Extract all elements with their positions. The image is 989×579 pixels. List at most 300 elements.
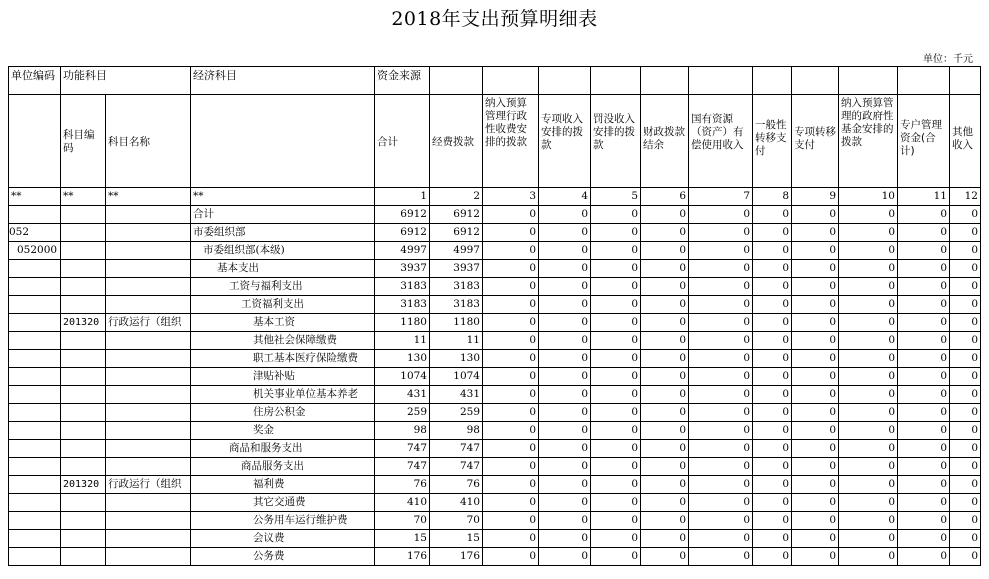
column-number: 3 bbox=[483, 188, 539, 206]
total-cell: 11 bbox=[375, 332, 430, 350]
subject-code-cell bbox=[61, 260, 106, 278]
zero-cell: 0 bbox=[483, 314, 539, 332]
column-number: 12 bbox=[950, 188, 981, 206]
unit-code-cell bbox=[9, 278, 61, 296]
subject-name-cell bbox=[106, 404, 191, 422]
header-func-subject: 功能科目 bbox=[61, 67, 191, 95]
econ-subject-cell: 其它交通费 bbox=[191, 494, 375, 512]
zero-cell: 0 bbox=[898, 296, 950, 314]
unit-code-cell bbox=[9, 368, 61, 386]
zero-cell: 0 bbox=[753, 440, 792, 458]
zero-cell: 0 bbox=[483, 206, 539, 224]
zero-cell: 0 bbox=[539, 224, 591, 242]
zero-cell: 0 bbox=[898, 332, 950, 350]
header-fund-source: 资金来源 bbox=[375, 67, 430, 95]
zero-cell: 0 bbox=[839, 386, 898, 404]
zero-cell: 0 bbox=[483, 422, 539, 440]
table-row bbox=[9, 368, 981, 386]
econ-subject-cell: 公务费 bbox=[191, 548, 375, 566]
econ-subject-cell: 工资福利支出 bbox=[191, 296, 375, 314]
econ-subject-cell: 工资与福利支出 bbox=[191, 278, 375, 296]
appropriation-cell: 747 bbox=[430, 440, 483, 458]
total-cell: 130 bbox=[375, 350, 430, 368]
econ-subject-cell: 市委组织部(本级) bbox=[191, 242, 375, 260]
unit-code-cell bbox=[9, 548, 61, 566]
zero-cell: 0 bbox=[950, 296, 981, 314]
unit-code-cell bbox=[9, 404, 61, 422]
zero-cell: 0 bbox=[689, 368, 753, 386]
zero-cell: 0 bbox=[641, 242, 689, 260]
column-number: 7 bbox=[689, 188, 753, 206]
zero-cell: 0 bbox=[641, 332, 689, 350]
budget-table bbox=[8, 66, 981, 566]
zero-cell: 0 bbox=[591, 476, 641, 494]
zero-cell: 0 bbox=[689, 476, 753, 494]
zero-cell: 0 bbox=[839, 404, 898, 422]
subject-name-cell bbox=[106, 350, 191, 368]
zero-cell: 0 bbox=[539, 332, 591, 350]
zero-cell: 0 bbox=[591, 350, 641, 368]
econ-subject-cell: 合计 bbox=[191, 206, 375, 224]
zero-cell: 0 bbox=[539, 206, 591, 224]
header-econ-subject: 经济科目 bbox=[191, 67, 375, 95]
zero-cell: 0 bbox=[641, 512, 689, 530]
zero-cell: 0 bbox=[641, 476, 689, 494]
header-special-income: 专项收入安排的拨款 bbox=[539, 95, 591, 188]
appropriation-cell: 1074 bbox=[430, 368, 483, 386]
zero-cell: 0 bbox=[591, 494, 641, 512]
zero-cell: 0 bbox=[898, 548, 950, 566]
unit-code-cell bbox=[9, 206, 61, 224]
subject-code-cell bbox=[61, 224, 106, 242]
appropriation-cell: 1180 bbox=[430, 314, 483, 332]
zero-cell: 0 bbox=[753, 494, 792, 512]
zero-cell: 0 bbox=[641, 458, 689, 476]
table-row bbox=[9, 224, 981, 242]
total-cell: 1180 bbox=[375, 314, 430, 332]
zero-cell: 0 bbox=[898, 368, 950, 386]
zero-cell: 0 bbox=[689, 260, 753, 278]
zero-cell: 0 bbox=[898, 278, 950, 296]
subject-code-cell bbox=[61, 404, 106, 422]
table-row bbox=[9, 458, 981, 476]
zero-cell: 0 bbox=[753, 278, 792, 296]
table-row bbox=[9, 512, 981, 530]
zero-cell: 0 bbox=[641, 350, 689, 368]
unit-code-cell bbox=[9, 332, 61, 350]
zero-cell: 0 bbox=[839, 530, 898, 548]
zero-cell: 0 bbox=[483, 260, 539, 278]
subject-name-cell bbox=[106, 278, 191, 296]
subject-name-cell: 行政运行（组织 bbox=[106, 314, 191, 332]
header-state-assets: 国有资源（资产）有偿使用收入 bbox=[689, 95, 753, 188]
total-cell: 3183 bbox=[375, 296, 430, 314]
column-number: 9 bbox=[792, 188, 839, 206]
table-row bbox=[9, 530, 981, 548]
zero-cell: 0 bbox=[689, 386, 753, 404]
zero-cell: 0 bbox=[950, 332, 981, 350]
unit-code-cell: 052 bbox=[9, 224, 61, 242]
zero-cell: 0 bbox=[591, 314, 641, 332]
column-number: 5 bbox=[591, 188, 641, 206]
econ-subject-cell: 津贴补贴 bbox=[191, 368, 375, 386]
appropriation-cell: 747 bbox=[430, 458, 483, 476]
subject-code-cell bbox=[61, 332, 106, 350]
header-appropriation: 经费拨款 bbox=[430, 95, 483, 188]
zero-cell: 0 bbox=[753, 422, 792, 440]
zero-cell: 0 bbox=[753, 530, 792, 548]
column-number: 4 bbox=[539, 188, 591, 206]
zero-cell: 0 bbox=[753, 224, 792, 242]
zero-cell: 0 bbox=[950, 494, 981, 512]
total-cell: 431 bbox=[375, 386, 430, 404]
total-cell: 98 bbox=[375, 422, 430, 440]
zero-cell: 0 bbox=[641, 314, 689, 332]
zero-cell: 0 bbox=[950, 278, 981, 296]
zero-cell: 0 bbox=[792, 458, 839, 476]
total-cell: 3183 bbox=[375, 278, 430, 296]
unit-code-cell bbox=[9, 440, 61, 458]
column-number: 8 bbox=[753, 188, 792, 206]
econ-subject-cell: 职工基本医疗保险缴费 bbox=[191, 350, 375, 368]
subject-name-cell bbox=[106, 422, 191, 440]
zero-cell: 0 bbox=[898, 440, 950, 458]
zero-cell: 0 bbox=[792, 260, 839, 278]
total-cell: 1074 bbox=[375, 368, 430, 386]
column-number: 2 bbox=[430, 188, 483, 206]
header-blank bbox=[753, 67, 792, 95]
econ-subject-cell: 机关事业单位基本养老 bbox=[191, 386, 375, 404]
zero-cell: 0 bbox=[792, 530, 839, 548]
zero-cell: 0 bbox=[641, 530, 689, 548]
zero-cell: 0 bbox=[689, 422, 753, 440]
zero-cell: 0 bbox=[898, 224, 950, 242]
subject-name-cell bbox=[106, 494, 191, 512]
econ-subject-cell: 基本工资 bbox=[191, 314, 375, 332]
table-row bbox=[9, 386, 981, 404]
zero-cell: 0 bbox=[539, 458, 591, 476]
zero-cell: 0 bbox=[539, 242, 591, 260]
zero-cell: 0 bbox=[539, 350, 591, 368]
subject-name-cell bbox=[106, 224, 191, 242]
appropriation-cell: 76 bbox=[430, 476, 483, 494]
zero-cell: 0 bbox=[689, 458, 753, 476]
appropriation-cell: 70 bbox=[430, 512, 483, 530]
zero-cell: 0 bbox=[839, 278, 898, 296]
zero-cell: 0 bbox=[641, 386, 689, 404]
zero-cell: 0 bbox=[591, 512, 641, 530]
unit-code-cell bbox=[9, 350, 61, 368]
zero-cell: 0 bbox=[591, 386, 641, 404]
zero-cell: 0 bbox=[591, 458, 641, 476]
appropriation-cell: 259 bbox=[430, 404, 483, 422]
table-row bbox=[9, 548, 981, 566]
zero-cell: 0 bbox=[591, 548, 641, 566]
zero-cell: 0 bbox=[689, 494, 753, 512]
zero-cell: 0 bbox=[641, 296, 689, 314]
appropriation-cell: 6912 bbox=[430, 224, 483, 242]
zero-cell: 0 bbox=[950, 440, 981, 458]
subject-name-cell bbox=[106, 206, 191, 224]
zero-cell: 0 bbox=[483, 530, 539, 548]
subject-code-cell bbox=[61, 548, 106, 566]
subject-code-cell bbox=[61, 386, 106, 404]
zero-cell: 0 bbox=[591, 296, 641, 314]
zero-cell: 0 bbox=[898, 242, 950, 260]
zero-cell: 0 bbox=[839, 224, 898, 242]
zero-cell: 0 bbox=[753, 386, 792, 404]
zero-cell: 0 bbox=[839, 494, 898, 512]
appropriation-cell: 410 bbox=[430, 494, 483, 512]
zero-cell: 0 bbox=[641, 548, 689, 566]
zero-cell: 0 bbox=[898, 512, 950, 530]
header-general-transfer: 一般性转移支付 bbox=[753, 95, 792, 188]
zero-cell: 0 bbox=[753, 296, 792, 314]
zero-cell: 0 bbox=[641, 368, 689, 386]
table-row bbox=[9, 440, 981, 458]
zero-cell: 0 bbox=[950, 512, 981, 530]
zero-cell: 0 bbox=[753, 368, 792, 386]
zero-cell: 0 bbox=[641, 260, 689, 278]
zero-cell: 0 bbox=[591, 404, 641, 422]
subject-name-cell bbox=[106, 548, 191, 566]
header-balance: 财政拨款结余 bbox=[641, 95, 689, 188]
zero-cell: 0 bbox=[591, 368, 641, 386]
header-special-account: 专户管理资金(合计) bbox=[898, 95, 950, 188]
zero-cell: 0 bbox=[839, 296, 898, 314]
subject-code-cell: 201320 bbox=[61, 476, 106, 494]
zero-cell: 0 bbox=[483, 440, 539, 458]
zero-cell: 0 bbox=[539, 278, 591, 296]
subject-code-cell bbox=[61, 530, 106, 548]
zero-cell: 0 bbox=[539, 314, 591, 332]
zero-cell: 0 bbox=[483, 296, 539, 314]
header-other-income: 其他收入 bbox=[950, 95, 981, 188]
subject-name-cell bbox=[106, 296, 191, 314]
zero-cell: 0 bbox=[792, 296, 839, 314]
appropriation-cell: 176 bbox=[430, 548, 483, 566]
zero-cell: 0 bbox=[483, 548, 539, 566]
zero-cell: 0 bbox=[839, 476, 898, 494]
zero-cell: 0 bbox=[753, 548, 792, 566]
subject-name-cell: 行政运行（组织 bbox=[106, 476, 191, 494]
appropriation-cell: 3183 bbox=[430, 296, 483, 314]
econ-subject-cell: 其他社会保障缴费 bbox=[191, 332, 375, 350]
zero-cell: 0 bbox=[792, 386, 839, 404]
subject-name-cell bbox=[106, 260, 191, 278]
table-row bbox=[9, 260, 981, 278]
zero-cell: 0 bbox=[483, 278, 539, 296]
zero-cell: 0 bbox=[898, 260, 950, 278]
econ-subject-cell: 住房公积金 bbox=[191, 404, 375, 422]
header-blank bbox=[792, 67, 839, 95]
zero-cell: 0 bbox=[898, 206, 950, 224]
zero-cell: 0 bbox=[753, 260, 792, 278]
zero-cell: 0 bbox=[792, 476, 839, 494]
zero-cell: 0 bbox=[753, 314, 792, 332]
table-row bbox=[9, 350, 981, 368]
zero-cell: 0 bbox=[689, 332, 753, 350]
subject-code-cell bbox=[61, 242, 106, 260]
zero-cell: 0 bbox=[753, 206, 792, 224]
zero-cell: 0 bbox=[792, 314, 839, 332]
zero-cell: 0 bbox=[483, 224, 539, 242]
header-blank bbox=[483, 67, 539, 95]
zero-cell: 0 bbox=[539, 476, 591, 494]
zero-cell: 0 bbox=[792, 206, 839, 224]
unit-code-cell bbox=[9, 494, 61, 512]
zero-cell: 0 bbox=[539, 404, 591, 422]
subject-name-cell bbox=[106, 440, 191, 458]
zero-cell: 0 bbox=[641, 422, 689, 440]
zero-cell: 0 bbox=[539, 368, 591, 386]
zero-cell: 0 bbox=[591, 422, 641, 440]
appropriation-cell: 130 bbox=[430, 350, 483, 368]
zero-cell: 0 bbox=[792, 548, 839, 566]
column-number-row bbox=[9, 188, 981, 206]
econ-subject-cell: 市委组织部 bbox=[191, 224, 375, 242]
header-subject-name: 科目名称 bbox=[106, 95, 191, 188]
unit-code-cell bbox=[9, 422, 61, 440]
zero-cell: 0 bbox=[898, 458, 950, 476]
total-cell: 15 bbox=[375, 530, 430, 548]
zero-cell: 0 bbox=[839, 332, 898, 350]
header-blank bbox=[898, 67, 950, 95]
column-number: 6 bbox=[641, 188, 689, 206]
appropriation-cell: 3937 bbox=[430, 260, 483, 278]
zero-cell: 0 bbox=[950, 548, 981, 566]
zero-cell: 0 bbox=[641, 440, 689, 458]
subject-name-cell bbox=[106, 458, 191, 476]
table-row bbox=[9, 314, 981, 332]
subject-code-cell bbox=[61, 512, 106, 530]
header-special-transfer: 专项转移支付 bbox=[792, 95, 839, 188]
zero-cell: 0 bbox=[792, 512, 839, 530]
unit-code-cell bbox=[9, 476, 61, 494]
zero-cell: 0 bbox=[689, 530, 753, 548]
zero-cell: 0 bbox=[753, 332, 792, 350]
zero-cell: 0 bbox=[950, 386, 981, 404]
zero-cell: 0 bbox=[591, 206, 641, 224]
zero-cell: 0 bbox=[950, 242, 981, 260]
zero-cell: 0 bbox=[539, 548, 591, 566]
marker-cell: ** bbox=[9, 188, 61, 206]
econ-subject-cell: 公务用车运行维护费 bbox=[191, 512, 375, 530]
header-blank bbox=[839, 67, 898, 95]
zero-cell: 0 bbox=[539, 296, 591, 314]
table-row bbox=[9, 494, 981, 512]
column-number: 11 bbox=[898, 188, 950, 206]
zero-cell: 0 bbox=[898, 476, 950, 494]
zero-cell: 0 bbox=[753, 404, 792, 422]
zero-cell: 0 bbox=[839, 458, 898, 476]
table-row bbox=[9, 404, 981, 422]
zero-cell: 0 bbox=[689, 548, 753, 566]
zero-cell: 0 bbox=[689, 296, 753, 314]
subject-name-cell bbox=[106, 242, 191, 260]
zero-cell: 0 bbox=[792, 350, 839, 368]
zero-cell: 0 bbox=[591, 332, 641, 350]
header-unit-code-continued bbox=[9, 95, 61, 188]
zero-cell: 0 bbox=[792, 332, 839, 350]
zero-cell: 0 bbox=[539, 440, 591, 458]
zero-cell: 0 bbox=[792, 224, 839, 242]
marker-cell: ** bbox=[106, 188, 191, 206]
appropriation-cell: 4997 bbox=[430, 242, 483, 260]
zero-cell: 0 bbox=[641, 494, 689, 512]
header-total: 合计 bbox=[375, 95, 430, 188]
zero-cell: 0 bbox=[483, 332, 539, 350]
appropriation-cell: 98 bbox=[430, 422, 483, 440]
subject-name-cell bbox=[106, 512, 191, 530]
header-subject-code: 科目编码 bbox=[61, 95, 106, 188]
zero-cell: 0 bbox=[898, 350, 950, 368]
unit-label: 单位：千元 bbox=[923, 54, 973, 65]
zero-cell: 0 bbox=[792, 494, 839, 512]
zero-cell: 0 bbox=[591, 440, 641, 458]
zero-cell: 0 bbox=[539, 530, 591, 548]
table-row bbox=[9, 332, 981, 350]
zero-cell: 0 bbox=[591, 530, 641, 548]
header-blank bbox=[591, 67, 641, 95]
zero-cell: 0 bbox=[950, 422, 981, 440]
unit-code-cell bbox=[9, 296, 61, 314]
zero-cell: 0 bbox=[839, 260, 898, 278]
zero-cell: 0 bbox=[898, 494, 950, 512]
total-cell: 176 bbox=[375, 548, 430, 566]
zero-cell: 0 bbox=[792, 242, 839, 260]
zero-cell: 0 bbox=[950, 404, 981, 422]
econ-subject-cell: 基本支出 bbox=[191, 260, 375, 278]
header-blank bbox=[539, 67, 591, 95]
zero-cell: 0 bbox=[539, 512, 591, 530]
zero-cell: 0 bbox=[898, 530, 950, 548]
zero-cell: 0 bbox=[591, 278, 641, 296]
subject-code-cell bbox=[61, 440, 106, 458]
zero-cell: 0 bbox=[483, 404, 539, 422]
zero-cell: 0 bbox=[898, 404, 950, 422]
zero-cell: 0 bbox=[483, 512, 539, 530]
table-row bbox=[9, 296, 981, 314]
subject-name-cell bbox=[106, 530, 191, 548]
table-row bbox=[9, 242, 981, 260]
zero-cell: 0 bbox=[591, 224, 641, 242]
zero-cell: 0 bbox=[483, 386, 539, 404]
zero-cell: 0 bbox=[641, 224, 689, 242]
table-row bbox=[9, 206, 981, 224]
zero-cell: 0 bbox=[753, 512, 792, 530]
total-cell: 747 bbox=[375, 458, 430, 476]
zero-cell: 0 bbox=[950, 260, 981, 278]
zero-cell: 0 bbox=[641, 206, 689, 224]
zero-cell: 0 bbox=[483, 476, 539, 494]
total-cell: 70 bbox=[375, 512, 430, 530]
zero-cell: 0 bbox=[950, 224, 981, 242]
econ-subject-cell: 奖金 bbox=[191, 422, 375, 440]
zero-cell: 0 bbox=[950, 206, 981, 224]
zero-cell: 0 bbox=[839, 548, 898, 566]
column-number: 10 bbox=[839, 188, 898, 206]
zero-cell: 0 bbox=[539, 260, 591, 278]
subject-code-cell bbox=[61, 368, 106, 386]
table-row bbox=[9, 422, 981, 440]
zero-cell: 0 bbox=[641, 404, 689, 422]
zero-cell: 0 bbox=[539, 386, 591, 404]
subject-code-cell bbox=[61, 494, 106, 512]
zero-cell: 0 bbox=[950, 350, 981, 368]
subject-code-cell bbox=[61, 350, 106, 368]
zero-cell: 0 bbox=[950, 476, 981, 494]
